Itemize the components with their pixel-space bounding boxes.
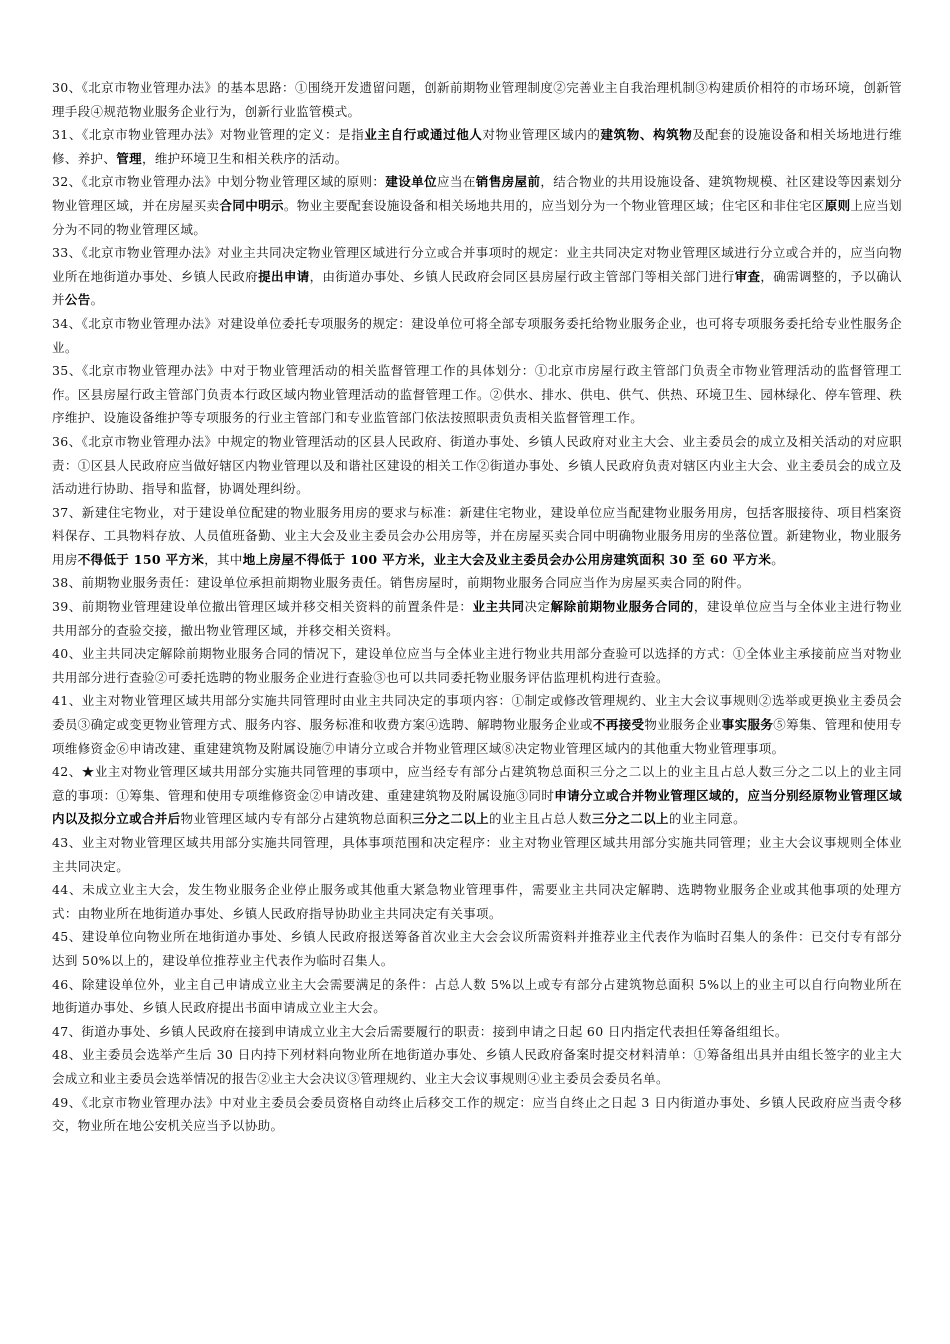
- list-item: [52, 925, 902, 972]
- text-segment: 上应当划分为不同的物业管理区域。: [52, 197, 903, 237]
- bold-text: 合同中明示: [219, 197, 284, 213]
- bold-text: 申请分立或合并物业管理区域的，应当分别经原物业管理区域内以及拟分立或合并后: [52, 787, 903, 827]
- bold-text: 公告: [64, 292, 91, 308]
- text-segment: 46、除建设单位外，业主自己申请成立业主大会需要满足的条件：占总人数 5%以上或专有部分占建筑物总面积 5%以上的业主可以自行向物业所在地街道办事处、乡镇人民政府提出书面申请成立业主大会。: [52, 976, 902, 1016]
- text-segment: 40、业主共同决定解除前期物业服务合同的情况下，建设单位应当与全体业主进行物业共用部分查验可以选择的方式：①全体业主承接前应当对物业共用部分进行查验②可委托选聘的物业服务企业进行查验③也可以共同委托物业服务评估监理机构进行查验。: [52, 646, 902, 685]
- list-item: [52, 170, 902, 241]
- text-segment: 的业主同意。: [668, 811, 746, 827]
- text-segment: 。物业主要配套设施设备和相关场地共用的，应当划分为一个物业管理区域；住宅区和非住宅区: [283, 197, 825, 213]
- text-segment: ，确需调整的，予以确认并: [52, 268, 902, 308]
- text-segment: 49、《北京市物业管理办法》中对业主委员会委员资格自动终止后移交工作的规定：应当自终止之日起 3 日内街道办事处、乡镇人民政府应当责令移交，物业所在地公安机关应当予以协助。: [52, 1094, 902, 1134]
- list-item: [52, 642, 902, 689]
- bold-text: 业主自行或通过他人: [364, 127, 483, 143]
- list-item: [52, 76, 902, 123]
- bold-text: 管理: [116, 150, 142, 166]
- text-segment: 47、街道办事处、乡镇人民政府在接到申请成立业主大会后需要履行的职责：接到申请之日起 60 日内指定代表担任筹备组组长。: [52, 1023, 788, 1039]
- text-segment: 35、《北京市物业管理办法》中对于物业管理活动的相关监督管理工作的具体划分：①北京市房屋行政主管部门负责全市物业管理活动的监督管理工作。区县房屋行政主管部门负责本行政区域内物业管理活动的监督管理工作。②供水、排水、供电、供气、供热、环境卫生、园林绿化、停车管理、秩序维护、设施设备维护等专项服务的行业主管部门和专业监管部门依法按照职责负责相关监督管理工作。: [52, 363, 902, 426]
- bold-text: 审查: [734, 268, 761, 284]
- text-segment: ，其中: [204, 551, 243, 567]
- text-segment: ，由街道办事处、乡镇人民政府会同区县房屋行政主管部门等相关部门进行: [309, 268, 735, 284]
- text-segment: 。: [771, 551, 785, 567]
- list-item: [52, 1091, 902, 1138]
- text-segment: 45、建设单位向物业所在地街道办事处、乡镇人民政府报送筹备首次业主大会会议所需资料并推荐业主代表作为临时召集人的条件：已交付专有部分达到 50%以上的，建设单位推荐业主代表作为临时召集人。: [52, 929, 902, 968]
- text-segment: 31、《北京市物业管理办法》对物业管理的定义：是指: [52, 127, 365, 143]
- bold-text: 建筑物、构筑物: [600, 127, 693, 143]
- text-segment: 32、《北京市物业管理办法》中划分物业管理区域的原则：: [52, 174, 386, 190]
- bold-text: 原则: [824, 197, 851, 213]
- item-list: [52, 76, 902, 1138]
- text-segment: 物业管理区域内专有部分占建筑物总面积: [180, 811, 412, 827]
- text-segment: ⑤筹集、管理和使用专项维修资金⑥申请改建、重建建筑物及附属设施⑦申请分立或合并物业管理区域⑧决定物业管理区域内的其他重大物业管理事项。: [52, 717, 902, 756]
- bold-text: 三分之二以上: [411, 811, 489, 827]
- bold-text: 地上房屋不得低于 100 平方米，业主大会及业主委员会办公用房建筑面积 30 至 60 平方米: [242, 551, 772, 567]
- list-item: [52, 878, 902, 925]
- text-segment: 44、未成立业主大会，发生物业服务企业停止服务或其他重大紧急物业管理事件，需要业主共同决定解聘、选聘物业服务企业或其他事项的处理方式：由物业所在地街道办事处、乡镇人民政府指导协助业主共同决定有关事项。: [52, 882, 902, 921]
- text-segment: 应当在: [437, 174, 476, 190]
- bold-text: 三分之二以上: [591, 811, 669, 827]
- bold-text: 建设单位: [385, 174, 438, 190]
- list-item: [52, 760, 902, 831]
- list-item: [52, 123, 902, 170]
- text-segment: ，建设单位应当与全体业主进行物业共用部分的查验交接，撤出物业管理区域，并移交相关资料。: [52, 599, 902, 638]
- text-segment: 的业主且占总人数: [488, 811, 592, 827]
- list-item: [52, 831, 902, 878]
- list-item: [52, 689, 902, 760]
- bold-text: 不得低于 150 平方米: [77, 551, 205, 567]
- text-segment: 38、前期物业服务责任：建设单位承担前期物业服务责任。销售房屋时，前期物业服务合同应当作为房屋买卖合同的附件。: [52, 575, 750, 591]
- text-segment: 物业服务企业: [644, 717, 722, 733]
- text-segment: 对物业管理区域内的: [482, 127, 601, 143]
- text-segment: 。: [90, 292, 104, 308]
- list-item: [52, 595, 902, 642]
- list-item: [52, 973, 902, 1020]
- list-item: [52, 241, 902, 312]
- list-item: [52, 430, 902, 501]
- text-segment: 36、《北京市物业管理办法》中规定的物业管理活动的区县人民政府、街道办事处、乡镇人民政府对业主大会、业主委员会的成立及相关活动的对应职责：①区县人民政府应当做好辖区内物业管理以及和谐社区建设的相关工作②街道办事处、乡镇人民政府负责对辖区内业主大会、业主委员会的成立及活动进行协助、指导和监督，协调处理纠纷。: [52, 433, 902, 497]
- bold-text: 提出申请: [258, 268, 310, 284]
- list-item: [52, 359, 902, 430]
- text-segment: 37、新建住宅物业，对于建设单位配建的物业服务用房的要求与标准：新建住宅物业，建设单位应当配建物业服务用房，包括客服接待、项目档案资料保存、工具物料存放、人员值班备勤、业主大会及业主委员会办公用房等，并在房屋买卖合同中明确物业服务用房的坐落位置。新建物业，物业服务用房: [52, 504, 902, 567]
- text-segment: 41、业主对物业管理区域共用部分实施共同管理时由业主共同决定的事项内容：①制定或修改管理规约、业主大会议事规则②选举或更换业主委员会委员③确定或变更物业管理方式、服务内容、服务标准和收费方案④选聘、解聘物业服务企业或: [52, 693, 902, 733]
- list-item: [52, 1043, 902, 1090]
- text-segment: 30、《北京市物业管理办法》的基本思路：①围绕开发遗留问题，创新前期物业管理制度②完善业主自我治理机制③构建质价相符的市场环境，创新管理手段④规范物业服务企业行为，创新行业监管模式。: [52, 80, 902, 119]
- list-item: [52, 571, 902, 595]
- text-segment: 43、业主对物业管理区域共用部分实施共同管理，具体事项范围和决定程序：业主对物业管理区域共用部分实施共同管理；业主大会议事规则全体业主共同决定。: [52, 835, 902, 874]
- bold-text: 业主共同: [472, 599, 525, 615]
- list-item: [52, 312, 902, 359]
- bold-text: 解除前期物业服务合同的: [550, 599, 694, 615]
- text-segment: 决定: [524, 599, 551, 615]
- text-segment: 及配套的设施设备和相关场地进行维修、养护、: [52, 127, 902, 166]
- text-segment: ，结合物业的共用设施设备、建筑物规模、社区建设等因素划分物业管理区域，并在房屋买卖: [52, 174, 902, 213]
- list-item: [52, 501, 902, 572]
- text-segment: 48、业主委员会选举产生后 30 日内持下列材料向物业所在地街道办事处、乡镇人民政府备案时提交材料清单：①筹备组出具并由组长签字的业主大会成立和业主委员会选举情况的报告②业主大会决议③管理规约、业主大会议事规则④业主委员会委员名单。: [52, 1047, 902, 1086]
- text-segment: 42、★业主对物业管理区域共用部分实施共同管理的事项中，应当经专有部分占建筑物总面积三分之二以上的业主且占总人数三分之二以上的业主同意的事项：①筹集、管理和使用专项维修资金②申请改建、重建建筑物及附属设施③同时: [52, 764, 902, 803]
- text-segment: 33、《北京市物业管理办法》对业主共同决定物业管理区域进行分立或合并事项时的规定：业主共同决定对物业管理区域进行分立或合并的，应当向物业所在地街道办事处、乡镇人民政府: [52, 245, 902, 284]
- text-segment: 34、《北京市物业管理办法》对建设单位委托专项服务的规定：建设单位可将全部专项服务委托给物业服务企业，也可将专项服务委托给专业性服务企业。: [52, 315, 902, 355]
- bold-text: 不再接受: [592, 717, 645, 733]
- list-item: [52, 1020, 902, 1044]
- text-segment: ，维护环境卫生和相关秩序的活动。: [141, 150, 348, 166]
- bold-text: 销售房屋前: [475, 174, 541, 190]
- text-segment: 39、前期物业管理建设单位撤出管理区域并移交相关资料的前置条件是：: [52, 599, 473, 615]
- bold-text: 事实服务: [721, 717, 774, 733]
